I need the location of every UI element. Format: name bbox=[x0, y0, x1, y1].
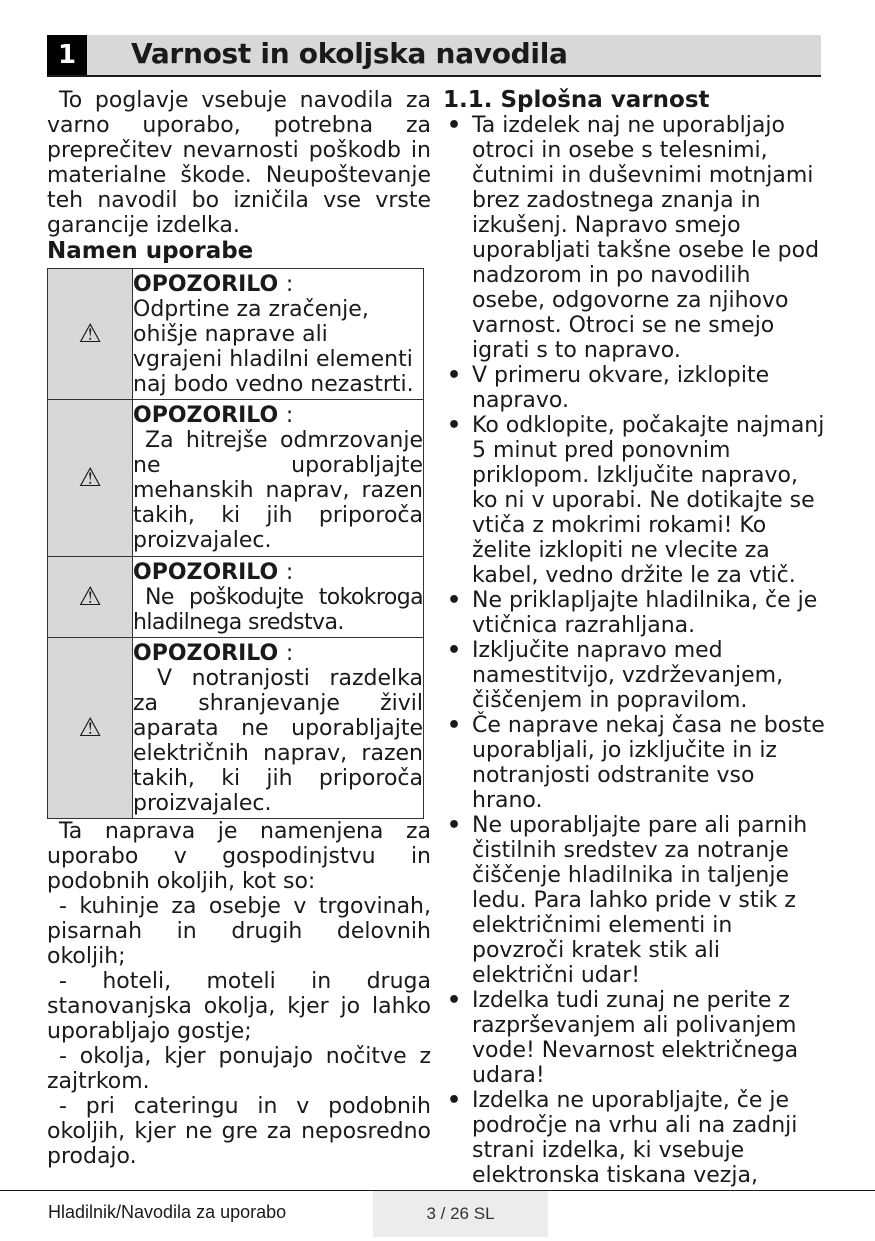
warning-colon: : bbox=[285, 403, 294, 428]
intro-paragraph: To poglavje vsebuje navodila za varno uporabo, potrebna za preprečitev nevarnosti poškodb in materialne škode. Neupoštevanje teh navodil bo izničila vse vrste garancije izdelka. bbox=[47, 88, 431, 238]
list-item-text: Ta izdelek naj ne uporabljajo otroci in osebe s telesnimi, čutnimi in duševnimi motnjami brez zadostnega znanja in izkušenj. Napravo smejo uporabljati takšne osebe le pod nadzorom in po navodilih osebe, odgovorne za njihovo varnost. Otroci se ne smejo igrati s to napravo. bbox=[472, 113, 820, 363]
warning-text: Ne poškodujte tokokroga hladilnega sredstva. bbox=[133, 584, 423, 635]
usage-item: - pri cateringu in v podobnih okoljih, kjer ne gre za neposredno prodajo. bbox=[47, 1094, 431, 1169]
list-item bbox=[443, 588, 828, 638]
warning-colon: : bbox=[285, 271, 294, 297]
list-item bbox=[443, 1088, 828, 1188]
warnings-table bbox=[47, 268, 424, 819]
bullet-icon: • bbox=[447, 113, 462, 138]
warning-triangle-icon: ⚠ bbox=[78, 463, 102, 493]
warning-text-cell bbox=[133, 400, 424, 557]
bullet-icon: • bbox=[447, 713, 462, 738]
usage-item: - okolja, kjer ponujajo nočitve z zajtrkom. bbox=[47, 1044, 431, 1094]
warning-text-cell bbox=[133, 269, 424, 400]
warning-icon-cell bbox=[48, 638, 133, 819]
list-item bbox=[443, 113, 828, 363]
bullet-icon: • bbox=[447, 1088, 462, 1113]
warning-text-cell bbox=[133, 638, 424, 819]
bullet-icon: • bbox=[447, 413, 462, 438]
warning-title: OPOZORILO bbox=[133, 271, 279, 297]
chapter-title: Varnost in okoljska navodila bbox=[131, 37, 568, 70]
footer-manual-name: Hladilnik/Navodila za uporabo bbox=[48, 1202, 287, 1222]
usage-item: - hoteli, moteli in druga stanovanjska okolja, kjer jo lahko uporabljajo gostje; bbox=[47, 969, 431, 1044]
list-item bbox=[443, 813, 828, 988]
warning-text-cell bbox=[133, 557, 424, 638]
warning-triangle-icon: ⚠ bbox=[78, 582, 102, 612]
warning-text: Odprtine za zračenje, ohišje naprave ali vgrajeni hladilni elementi naj bodo vedno nezastrti. bbox=[133, 296, 414, 397]
usage-intro: Ta naprava je namenjena za uporabo v gospodinjstvu in podobnih okoljih, kot so: bbox=[47, 819, 431, 894]
warning-title: OPOZORILO bbox=[133, 403, 279, 428]
chapter-number: 1 bbox=[47, 35, 87, 75]
list-item bbox=[443, 988, 828, 1088]
bullet-icon: • bbox=[447, 988, 462, 1013]
right-column bbox=[443, 88, 828, 1188]
list-item bbox=[443, 413, 828, 588]
list-item-text: Ko odklopite, počakajte najmanj 5 minut pred ponovnim priklopom. Izključite napravo, ko ni v uporabi. Ne dotikajte se vtiča z mokrimi rokami! Ko želite izklopiti ne vlecite za kabel, vedno držite le za vtič. bbox=[472, 413, 825, 588]
usage-item: - kuhinje za osebje v trgovinah, pisarnah in drugih delovnih okoljih; bbox=[47, 894, 431, 969]
list-item bbox=[443, 638, 828, 713]
list-item-text: Ne uporabljajte pare ali parnih čistilnih sredstev za notranje čiščenje hladilnika in taljenje ledu. Para lahko pride v stik z električnimi elementi in povzroči kratek stik ali električni udar! bbox=[472, 813, 808, 988]
list-item bbox=[443, 363, 828, 413]
list-item bbox=[443, 713, 828, 813]
bullet-icon: • bbox=[447, 588, 462, 613]
warning-row bbox=[48, 400, 424, 557]
warning-title: OPOZORILO bbox=[133, 559, 279, 585]
warning-icon-cell bbox=[48, 400, 133, 557]
warning-icon-cell bbox=[48, 269, 133, 400]
list-item-text: Če naprave nekaj časa ne boste uporabljali, jo izključite in iz notranjosti odstranite vso hrano. bbox=[472, 713, 825, 813]
list-item-text: Izdelka ne uporabljajte, če je področje na vrhu ali na zadnji strani izdelka, ki vsebuje elektronska tiskana vezja, bbox=[472, 1088, 798, 1188]
bullet-icon: • bbox=[447, 638, 462, 663]
warning-title: OPOZORILO bbox=[133, 640, 279, 666]
chapter-header bbox=[47, 35, 821, 77]
warning-triangle-icon: ⚠ bbox=[78, 319, 102, 349]
list-item-text: V primeru okvare, izklopite napravo. bbox=[472, 363, 770, 413]
list-item-text: Ne priklapljajte hladilnika, če je vtičnica razrahljana. bbox=[472, 588, 818, 638]
section-title-intended-use: Namen uporabe bbox=[47, 238, 254, 264]
list-item-text: Izključite napravo med namestitvijo, vzdrževanjem, čiščenjem in popravilom. bbox=[472, 638, 784, 713]
warning-icon-cell bbox=[48, 557, 133, 638]
section-title-general-safety: 1.1. Splošna varnost bbox=[443, 87, 710, 113]
left-column bbox=[47, 88, 431, 1169]
warning-colon: : bbox=[285, 640, 294, 666]
warning-text: V notranjosti razdelka za shranjevanje živil aparata ne uporabljajte električnih naprav, razen takih, ki jih priporoča proizvajalec. bbox=[133, 665, 423, 816]
warning-row bbox=[48, 557, 424, 638]
warning-colon: : bbox=[285, 559, 294, 585]
warning-row bbox=[48, 638, 424, 819]
list-item-text: Izdelka tudi zunaj ne perite z razprševanjem ali polivanjem vode! Nevarnost električnega udara! bbox=[472, 988, 799, 1088]
footer-page-number: 3 / 26 SL bbox=[373, 1191, 548, 1237]
warning-text: Za hitrejše odmrzovanje ne uporabljajte mehanskih naprav, razen takih, ki jih priporoča proizvajalec. bbox=[133, 428, 423, 553]
bullet-icon: • bbox=[447, 813, 462, 838]
safety-bullet-list bbox=[443, 113, 828, 1188]
bullet-icon: • bbox=[447, 363, 462, 388]
warning-row bbox=[48, 269, 424, 400]
warning-triangle-icon: ⚠ bbox=[78, 713, 102, 743]
